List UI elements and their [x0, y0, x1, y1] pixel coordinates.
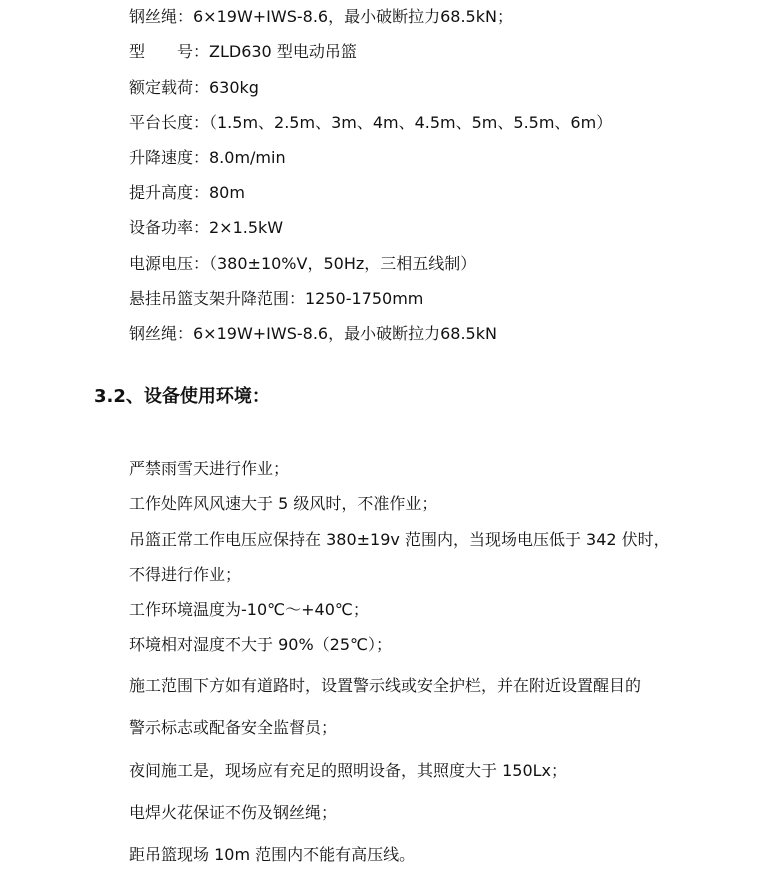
spec-line: 额定载荷：630kg: [129, 78, 259, 97]
list-item: 夜间施工是，现场应有充足的照明设备，其照度大于 150Lx；: [129, 761, 568, 780]
spec-line: 电源电压：（380±10%V，50Hz，三相五线制）: [129, 254, 477, 273]
spec-line: 悬挂吊篮支架升降范围：1250-1750mm: [129, 289, 424, 308]
list-item: 工作处阵风风速大于 5 级风时，不准作业；: [129, 494, 438, 513]
list-item: 施工范围下方如有道路时，设置警示线或安全护栏，并在附近设置醒目的: [129, 676, 642, 695]
list-item: 电焊火花保证不伤及钢丝绳；: [129, 803, 338, 822]
list-item: 严禁雨雪天进行作业；: [129, 459, 290, 478]
spec-line: 升降速度：8.0m/min: [129, 148, 286, 167]
list-item: 吊篮正常工作电压应保持在 380±19v 范围内，当现场电压低于 342 伏时，: [129, 530, 670, 549]
spec-line: 钢丝绳：6×19W+IWS-8.6，最小破断拉力68.5kN；: [129, 7, 513, 26]
list-item: 环境相对湿度不大于 90%（25℃）；: [129, 635, 392, 654]
spec-line: 钢丝绳：6×19W+IWS-8.6，最小破断拉力68.5kN: [129, 324, 497, 343]
spec-line: 平台长度：（1.5m、2.5m、3m、4m、4.5m、5m、5.5m、6m）: [129, 113, 613, 132]
spec-line: 型 号：ZLD630 型电动吊篮: [129, 42, 357, 61]
list-item: 距吊篮现场 10m 范围内不能有高压线。: [129, 845, 416, 864]
list-item: 警示标志或配备安全监督员；: [129, 718, 338, 737]
spec-line: 设备功率：2×1.5kW: [129, 218, 284, 237]
list-item: 工作环境温度为-10℃～+40℃；: [129, 600, 369, 619]
list-item: 不得进行作业；: [129, 565, 242, 584]
spec-line: 提升高度：80m: [129, 183, 245, 202]
section-heading: 3.2、设备使用环境：: [94, 386, 270, 407]
